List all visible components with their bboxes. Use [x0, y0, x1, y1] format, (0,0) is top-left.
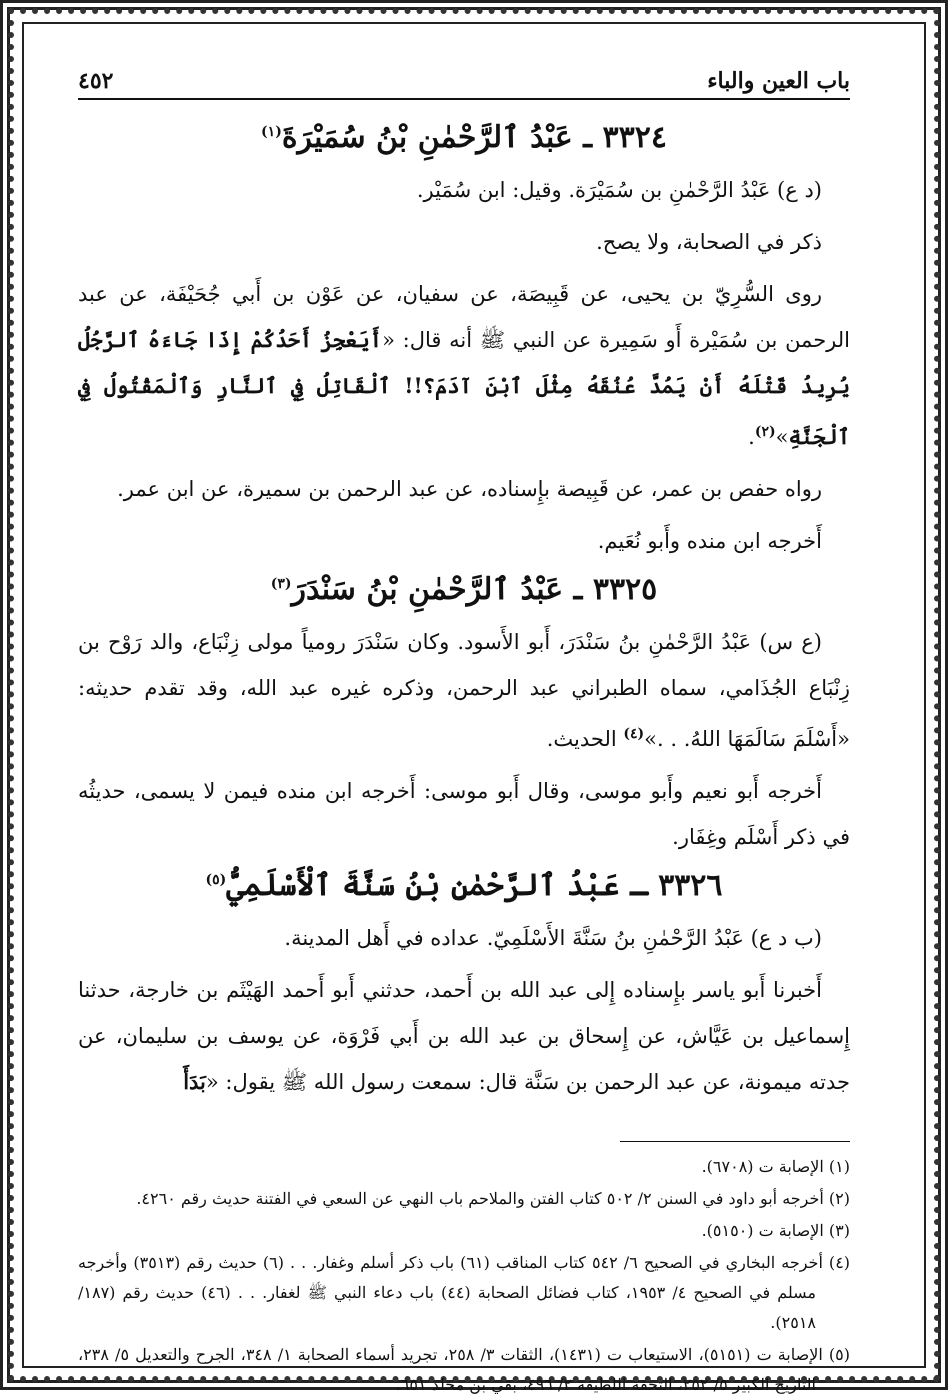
- narration-text: أَخبرنا أَبو ياسر بإِسناده إِلى عبد الله بن أَحمد، حدثني أَبو أَحمد الهَيْثَم بن خارجة، حدثنا إِسماعيل بن عَيَّاش، عن إِسحاق بن عبد الله بن أَبي فَرْوَة، عن يوسف بن سليمان، عن جدته ميمونة، عن عبد الرحمن بن سَنَّة قال: سمعت رسول الله ﷺ يقول: «: [78, 978, 850, 1094]
- entry-3324-paragraph-1: (د ع) عَبْدُ الرَّحْمٰنِ بن سُمَيْرَة. وقيل: ابن سُمَيْر.: [416, 178, 822, 202]
- footnote-1: (١) الإصابة ت (٦٧٠٨).: [701, 1157, 850, 1176]
- entry-title-3326: [78, 866, 850, 905]
- footnote-marker: (٣): [270, 576, 292, 592]
- footnote-marker: (٢): [754, 424, 776, 440]
- entry-3324-paragraph-4: رواه حفص بن عمر، عن قَبِيصة بإِسناده، عن عبد الرحمن بن سميرة، عن ابن عمر.: [117, 477, 822, 501]
- entry-text: (ع س) عَبْدُ الرَّحْمٰنِ بنُ سَنْدَرَ، أَبو الأَسود. وكان سَنْدَرَ رومياً مولى زِنْبَاع، والد رَوْح بن زِنْبَاع الجُذَامي، سماه الطبراني عبد الرحمن، وذكره غيره عبد الله، وقد تقدم حديثه: «أَسْلَمَ سَالَمَهَا اللهُ. . .»: [78, 630, 850, 751]
- entry-3326-paragraph-1: (ب د ع) عَبْدُ الرَّحْمٰنِ بنُ سَنَّةَ الأَسْلَمِيّ. عداده في أَهل المدينة.: [284, 926, 822, 950]
- footnote-marker: (١): [261, 124, 282, 140]
- entry-3325-paragraph-2: أَخرجه أَبو نعيم وأَبو موسى، وقال أَبو موسى: أَخرجه ابن منده فيمن لا يسمى، حديثُه في ذكر أَسْلَم وغِفَار.: [78, 779, 850, 849]
- footnote-4: (٤) أخرجه البخاري في الصحيح ٦/ ٥٤٢ كتاب المناقب (٦١) باب ذكر أسلم وغفار. . . (٦) حديث رقم (٣٥١٣) وأخرجه مسلم في الصحيح ٤/ ١٩٥٣، كتاب فضائل الصحابة (٤٤) باب دعاء النبي ﷺ لغفار. . . (٤٦) حديث رقم (١٨٧/ ٢٥١٨).: [78, 1253, 851, 1332]
- entry-title-text: ٣٣٢٤ ـ عَبْدُ ٱلرَّحْمٰنِ بْنُ سُمَيْرَةَ: [281, 120, 667, 155]
- entry-text-end: الحديث.: [546, 727, 624, 751]
- period: .: [748, 425, 755, 449]
- page-header: [78, 68, 850, 100]
- footnote-separator: [620, 1141, 850, 1142]
- footnote-5: (٥) الإصابة ت (٥١٥١)، الاستيعاب ت (١٤٣١)، الثقات ٣/ ٢٥٨، تجريد أسماء الصحابة ١/ ٣٤٨، الجرح والتعديل ٥/ ٢٣٨، التاريخ الكبير ٥/ ٢٥٢، التحفة اللطيفة ٢/ ٤٩٦، بقي بن مخلد ٦٥١.: [78, 1345, 850, 1394]
- entry-3324-paragraph-2: ذكر في الصحابة، ولا يصح.: [596, 230, 822, 254]
- entry-3324-paragraph-3: [78, 271, 850, 460]
- page-number: ٤٥٢: [78, 68, 114, 94]
- footnotes: [78, 1152, 850, 1400]
- chapter-title: باب العين والباء: [707, 68, 850, 94]
- hadith-text: بَدَأَ: [183, 1069, 206, 1094]
- page-content: [78, 68, 851, 1394]
- entry-3326-paragraph-2: [78, 967, 850, 1105]
- entry-title-3325: [78, 570, 850, 609]
- footnote-marker: (٤): [623, 726, 645, 742]
- entry-title-text: ٣٣٢٦ ـ عَبْدُ ٱلرَّحْمٰنِ بْنُ سَنَّةَ ٱلْأَسْلَمِيُّ: [226, 868, 723, 903]
- footnote-3: (٣) الإصابة ت (٥١٥٠).: [701, 1221, 850, 1240]
- quote-close: »: [775, 425, 789, 449]
- entry-3325-paragraph-1: [78, 619, 850, 762]
- entry-3324-paragraph-5: أَخرجه ابن منده وأَبو نُعَيم.: [597, 529, 822, 553]
- footnote-marker: (٥): [205, 872, 227, 888]
- entry-title-text: ٣٣٢٥ ـ عَبْدُ ٱلرَّحْمٰنِ بْنُ سَنْدَرَ: [291, 572, 658, 607]
- footnote-2: (٢) أخرجه أبو داود في السنن ٢/ ٥٠٢ كتاب الفتن والملاحم باب النهي عن السعي في الفتنة حديث رقم ٤٢٦٠.: [136, 1189, 850, 1208]
- narration-text: روى السُّرِيّ بن يحيى، عن قَبِيصَة، عن سفيان، عن عَوْن بن أَبي جُحَيْفَة، عن عبد الرحمن بن سُمَيْرة أَو سَمِيرة عن النبي ﷺ أنه قال: «: [78, 282, 850, 352]
- hadith-text: أَيَعْجِزُ أَحَدُكُمْ إِذَا جَاءَهُ ٱلرَّجُلُ يُرِيدُ قَتْلَهُ أَنْ يَمُدَّ عُنُقَهُ مِثْلَ ٱبْنَ آدَمَ؟!! ٱلْقَاتِلُ فِي ٱلنَّارِ وَٱلْمَقْتُولُ فِي ٱلْجَنَّةِ: [78, 327, 850, 449]
- entry-title-3324: [78, 118, 850, 157]
